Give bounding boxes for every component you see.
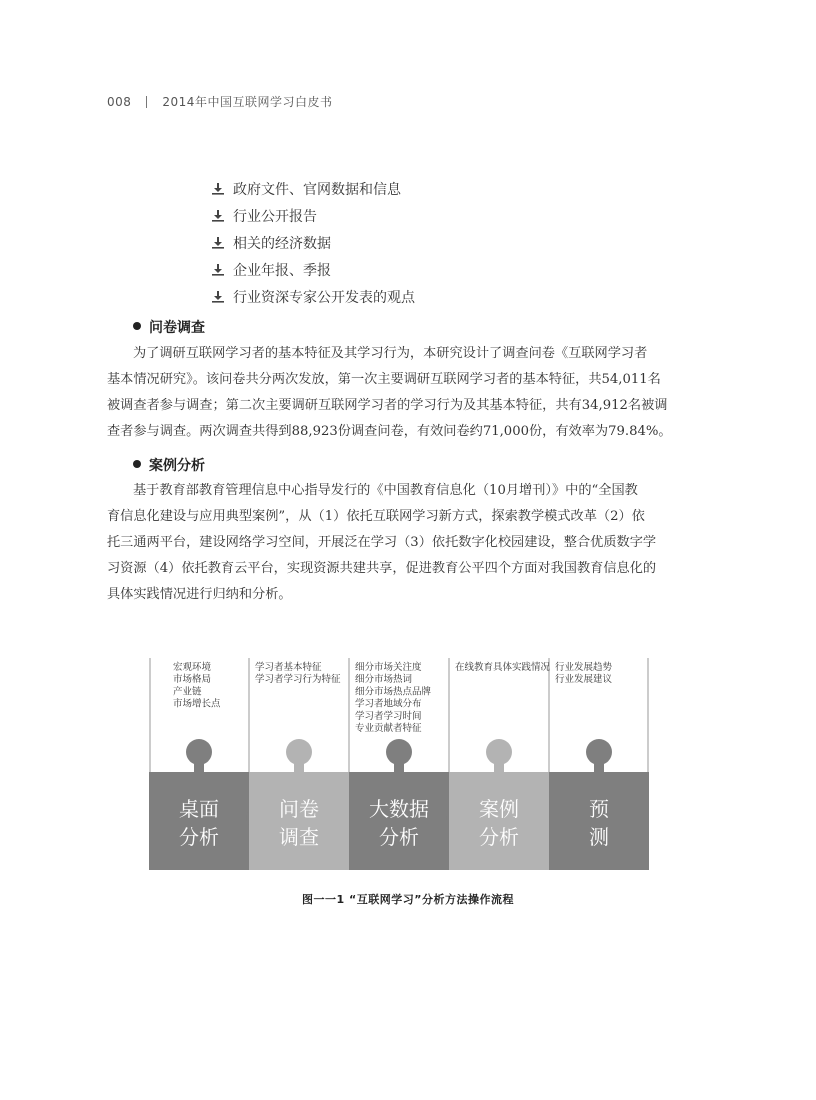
column-item-list xyxy=(255,661,341,685)
list-item xyxy=(211,234,415,261)
paragraph-line: 习资源（4）依托教育云平台，实现资源共建共享，促进教育公平四个方面对我国教育信息化的 xyxy=(107,561,657,576)
bullet-dot-icon xyxy=(133,322,141,330)
puzzle-knob xyxy=(486,739,512,765)
column-item: 行业发展趋势 xyxy=(555,662,613,673)
running-header xyxy=(107,93,332,110)
list-item xyxy=(211,288,415,315)
case-heading-text: 案例分析 xyxy=(149,458,205,474)
puzzle-knob xyxy=(186,739,212,765)
column-item: 细分市场热点品牌 xyxy=(355,686,432,698)
column-item: 专业贡献者特征 xyxy=(355,723,422,734)
column-item: 行业发展建议 xyxy=(555,674,613,686)
case-heading xyxy=(133,455,205,475)
paragraph-line: 具体实践情况进行归纳和分析。 xyxy=(107,587,292,602)
puzzle-piece-label: 分析 xyxy=(379,825,419,849)
column-item: 产业链 xyxy=(173,686,202,698)
survey-heading xyxy=(133,317,205,337)
list-item-text: 行业公开报告 xyxy=(233,209,317,225)
list-item-text: 企业年报、季报 xyxy=(233,263,331,279)
column-item: 学习者地域分布 xyxy=(355,698,422,710)
list-item-text: 行业资深专家公开发表的观点 xyxy=(233,290,415,306)
puzzle-piece xyxy=(349,772,450,870)
puzzle-piece-label: 分析 xyxy=(479,825,519,849)
column-item: 市场格局 xyxy=(173,674,212,686)
column-item-list xyxy=(455,661,551,673)
puzzle-piece-label: 测 xyxy=(589,825,609,849)
column-item: 学习者学习行为特征 xyxy=(255,674,341,686)
puzzle-piece-label: 大数据 xyxy=(369,797,429,821)
case-paragraph xyxy=(107,478,711,608)
column-item: 市场增长点 xyxy=(173,698,221,710)
puzzle-piece-label: 桌面 xyxy=(179,797,219,821)
column-item-list xyxy=(355,661,432,734)
column-item: 细分市场关注度 xyxy=(355,662,422,673)
column-item: 在线教育具体实践情况 xyxy=(455,662,551,673)
list-item xyxy=(211,207,415,234)
arrow-bullet-icon xyxy=(211,209,225,223)
bullet-dot-icon xyxy=(133,460,141,468)
puzzle-piece-label: 问卷 xyxy=(279,797,319,821)
survey-heading-text: 问卷调查 xyxy=(149,320,205,336)
puzzle-piece xyxy=(449,772,550,870)
paragraph-line: 育信息化建设与应用典型案例”，从（1）依托互联网学习新方式，探索教学模式改革（2）依 xyxy=(107,509,645,524)
puzzle-piece xyxy=(549,772,649,870)
column-item: 学习者学习时间 xyxy=(355,710,422,722)
arrow-bullet-icon xyxy=(211,182,225,196)
arrow-bullet-icon xyxy=(211,290,225,304)
book-title: 2014年中国互联网学习白皮书 xyxy=(162,95,333,109)
survey-paragraph xyxy=(107,341,711,445)
column-item: 细分市场热词 xyxy=(355,674,413,686)
figure-caption: 图一一1 “互联网学习”分析方法操作流程 xyxy=(302,893,514,906)
arrow-bullet-icon xyxy=(211,263,225,277)
list-item-text: 相关的经济数据 xyxy=(233,236,331,252)
puzzle-piece-label: 调查 xyxy=(279,825,319,849)
data-sources-list xyxy=(211,180,415,315)
puzzle-piece-label: 分析 xyxy=(179,825,219,849)
header-separator xyxy=(146,96,147,108)
paragraph-line: 托三通两平台，建设网络学习空间，开展泛在学习（3）依托数字化校园建设，整合优质数字学 xyxy=(107,535,657,550)
column-item: 宏观环境 xyxy=(173,662,212,673)
column-item: 学习者基本特征 xyxy=(255,662,322,673)
paragraph-line: 被调查者参与调查；第二次主要调研互联网学习者的学习行为及其基本特征，共有34,912名被调 xyxy=(107,398,668,413)
column-item-list xyxy=(555,661,613,685)
puzzle-piece xyxy=(149,772,250,870)
paragraph-line: 基于教育部教育管理信息中心指导发行的《中国教育信息化（10月增刊）》中的“全国教 xyxy=(133,483,638,498)
list-item xyxy=(211,261,415,288)
page-number: 008 xyxy=(107,95,132,109)
puzzle-piece-label: 预 xyxy=(589,797,609,821)
list-item xyxy=(211,180,415,207)
puzzle-piece-label: 案例 xyxy=(479,797,519,821)
analysis-flow-figure xyxy=(149,658,649,870)
list-item-text: 政府文件、官网数据和信息 xyxy=(233,182,401,198)
puzzle-piece xyxy=(249,772,350,870)
paragraph-line: 为了调研互联网学习者的基本特征及其学习行为，本研究设计了调查问卷《互联网学习者 xyxy=(133,346,648,361)
puzzle-knob xyxy=(286,739,312,765)
paragraph-line: 查者参与调查。两次调查共得到88,923份调查问卷，有效问卷约71,000份，有效率为79.84%。 xyxy=(107,424,672,439)
column-item-list xyxy=(173,661,221,710)
arrow-bullet-icon xyxy=(211,236,225,250)
paragraph-line: 基本情况研究》。该问卷共分两次发放，第一次主要调研互联网学习者的基本特征，共54,011名 xyxy=(107,372,661,387)
puzzle-diagram xyxy=(149,658,649,870)
puzzle-knob xyxy=(386,739,412,765)
puzzle-knob xyxy=(586,739,612,765)
